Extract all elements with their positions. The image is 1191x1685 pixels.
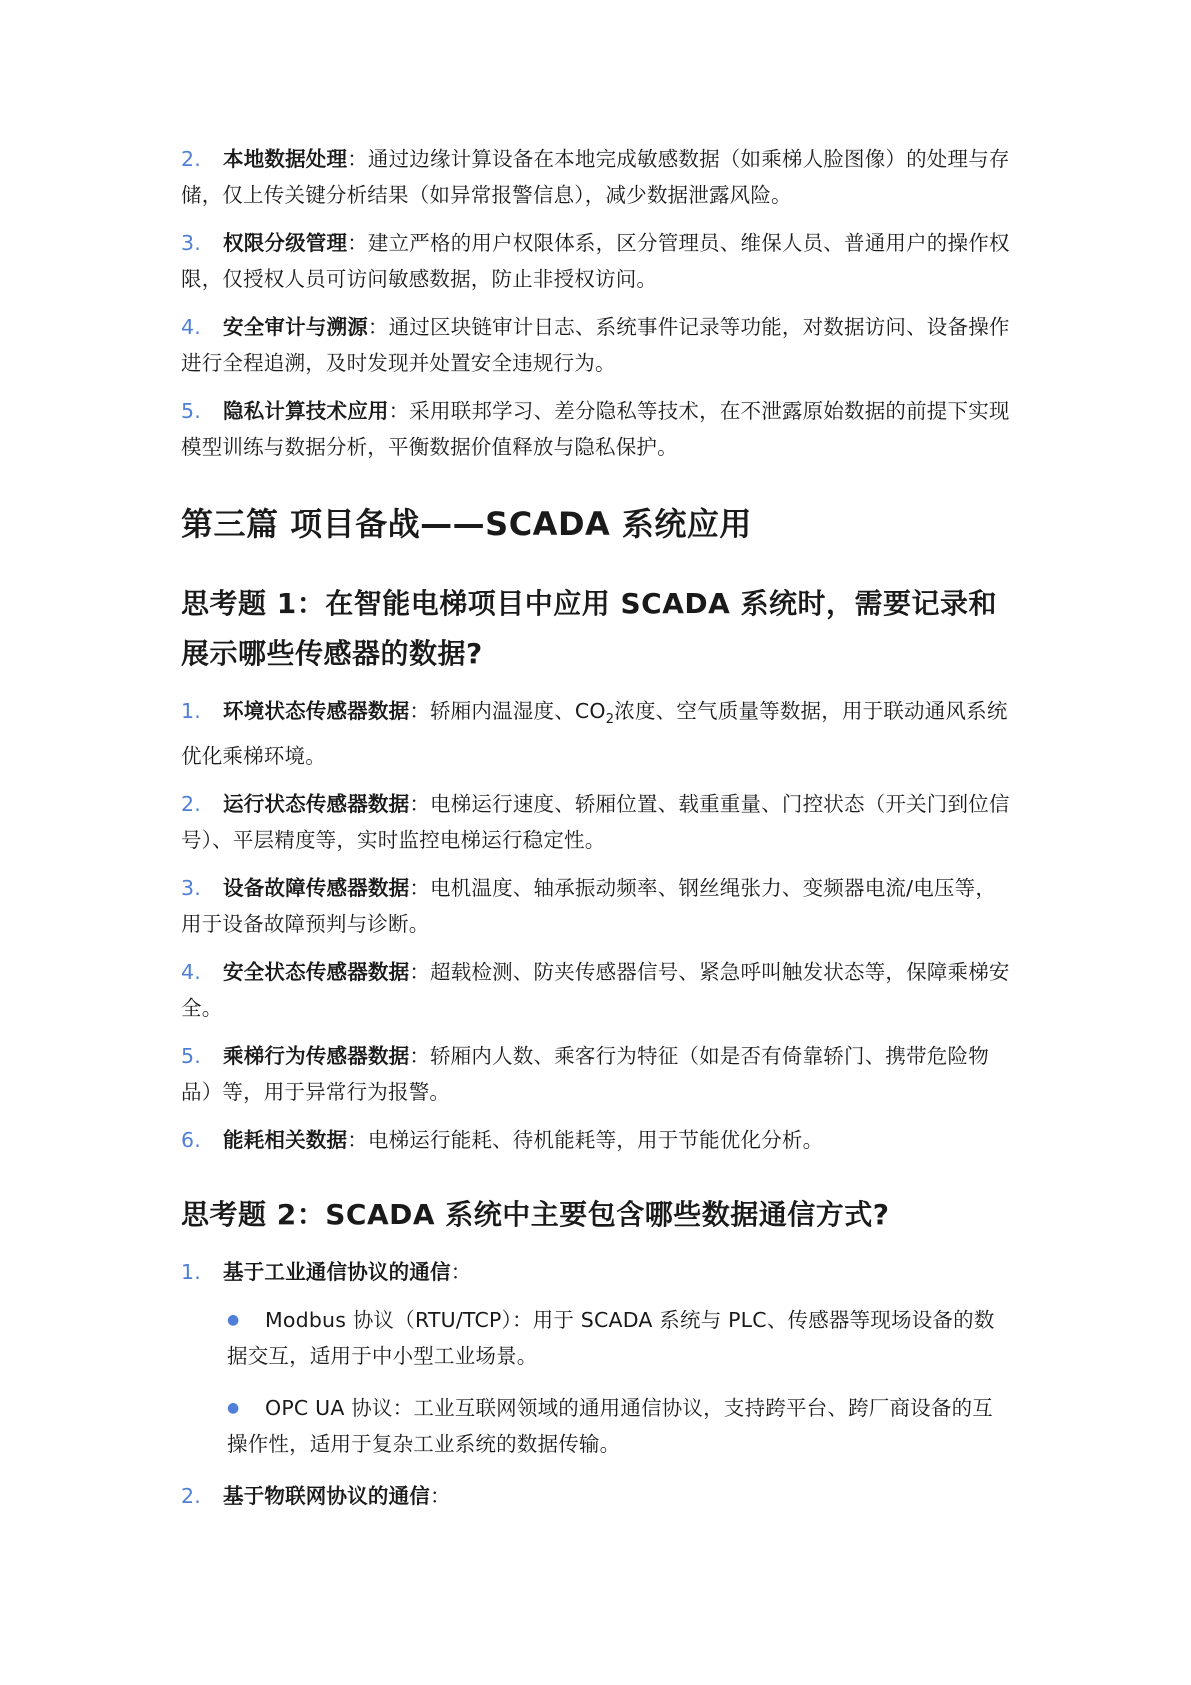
list-text: ：轿厢内温湿度、CO (409, 699, 606, 723)
list-number: 5. (181, 1044, 201, 1069)
bullet-icon: ● (227, 1400, 240, 1417)
list-number: 3. (181, 231, 201, 255)
bullet-icon: ● (227, 1312, 240, 1329)
list-item (181, 786, 1011, 858)
document-content (181, 141, 1011, 1526)
list-item (181, 1122, 1011, 1158)
sub-list-item (227, 1390, 1011, 1462)
question-2-title: 思考题 2：SCADA 系统中主要包含哪些数据通信方式? (181, 1198, 890, 1232)
list-term: 设备故障传感器数据 (223, 876, 410, 901)
list-item (181, 870, 1011, 942)
list-item (181, 393, 1011, 465)
list-term: 运行状态传感器数据 (223, 792, 410, 817)
list-term: 乘梯行为传感器数据 (223, 1044, 410, 1069)
list-number: 2. (181, 792, 201, 817)
list-text: ：轿厢内人数、乘客行为特征（如是否有倚靠轿门、携带危险物品）等，用于异常行为报警。 (181, 1044, 989, 1105)
list-text: ：建立严格的用户权限体系，区分管理员、维保人员、普通用户的操作权限，仅授权人员可访问敏感数据，防止非授权访问。 (181, 231, 1010, 291)
sub-list-text: Modbus 协议（RTU/TCP）：用于 SCADA 系统与 PLC、传感器等现场设备的数据交互，适用于中小型工业场景。 (227, 1308, 995, 1369)
sub-list-text: OPC UA 协议：工业互联网领域的通用通信协议，支持跨平台、跨厂商设备的互操作性，适用于复杂工业系统的数据传输。 (227, 1396, 993, 1457)
list-term: 能耗相关数据 (223, 1128, 348, 1153)
list-term: 安全审计与溯源 (223, 315, 368, 339)
list-term: 隐私计算技术应用 (223, 399, 389, 423)
list-item (181, 954, 1011, 1026)
list-text: ：电机温度、轴承振动频率、钢丝绳张力、变频器电流/电压等，用于设备故障预判与诊断。 (181, 876, 997, 937)
list-term: 权限分级管理 (223, 231, 348, 255)
list-text: ： (450, 1260, 472, 1285)
list-number: 4. (181, 315, 201, 339)
question-1-title: 思考题 1：在智能电梯项目中应用 SCADA 系统时，需要记录和展示哪些传感器的数据? (181, 587, 998, 670)
list-number: 1. (181, 1260, 201, 1285)
list-text: ：超载检测、防夹传感器信号、紧急呼叫触发状态等，保障乘梯安全。 (181, 960, 1010, 1021)
list-item (181, 693, 1011, 774)
list-number: 5. (181, 399, 201, 423)
list-number: 1. (181, 699, 201, 723)
list-text: ：采用联邦学习、差分隐私等技术，在不泄露原始数据的前提下实现模型训练与数据分析，平衡数据价值释放与隐私保护。 (181, 399, 1010, 459)
list-term: 安全状态传感器数据 (223, 960, 410, 985)
list-text: ：电梯运行速度、轿厢位置、载重重量、门控状态（开关门到位信号）、平层精度等，实时监控电梯运行稳定性。 (181, 792, 1010, 853)
list-term: 环境状态传感器数据 (223, 699, 410, 723)
list-item (181, 1478, 1011, 1514)
list-term: 基于物联网协议的通信 (223, 1484, 430, 1509)
sub-list-item (227, 1302, 1011, 1374)
list-text: ： (430, 1484, 451, 1509)
list-number: 2. (181, 1484, 201, 1509)
list-text: ：通过区块链审计日志、系统事件记录等功能，对数据访问、设备操作进行全程追溯，及时发现并处置安全违规行为。 (181, 315, 1010, 375)
part-title: 第三篇 项目备战——SCADA 系统应用 (181, 505, 752, 543)
list-item (181, 225, 1011, 297)
list-item (181, 309, 1011, 381)
list-term: 本地数据处理 (223, 147, 348, 171)
list-number: 3. (181, 876, 201, 901)
list-number: 4. (181, 960, 201, 985)
list-item (181, 1038, 1011, 1110)
list-term: 基于工业通信协议的通信 (223, 1260, 451, 1285)
list-item (181, 141, 1011, 213)
list-text: ：通过边缘计算设备在本地完成敏感数据（如乘梯人脸图像）的处理与存储，仅上传关键分析结果（如异常报警信息），减少数据泄露风险。 (181, 147, 1010, 207)
list-number: 6. (181, 1128, 201, 1153)
list-text-cont: 浓度、空气质量等数据，用于联动通风系统优化乘梯环境。 (181, 699, 1008, 769)
subscript: 2 (605, 712, 615, 728)
list-text: ：电梯运行能耗、待机能耗等，用于节能优化分析。 (347, 1128, 824, 1153)
list-number: 2. (181, 147, 201, 171)
list-item (181, 1254, 1011, 1290)
